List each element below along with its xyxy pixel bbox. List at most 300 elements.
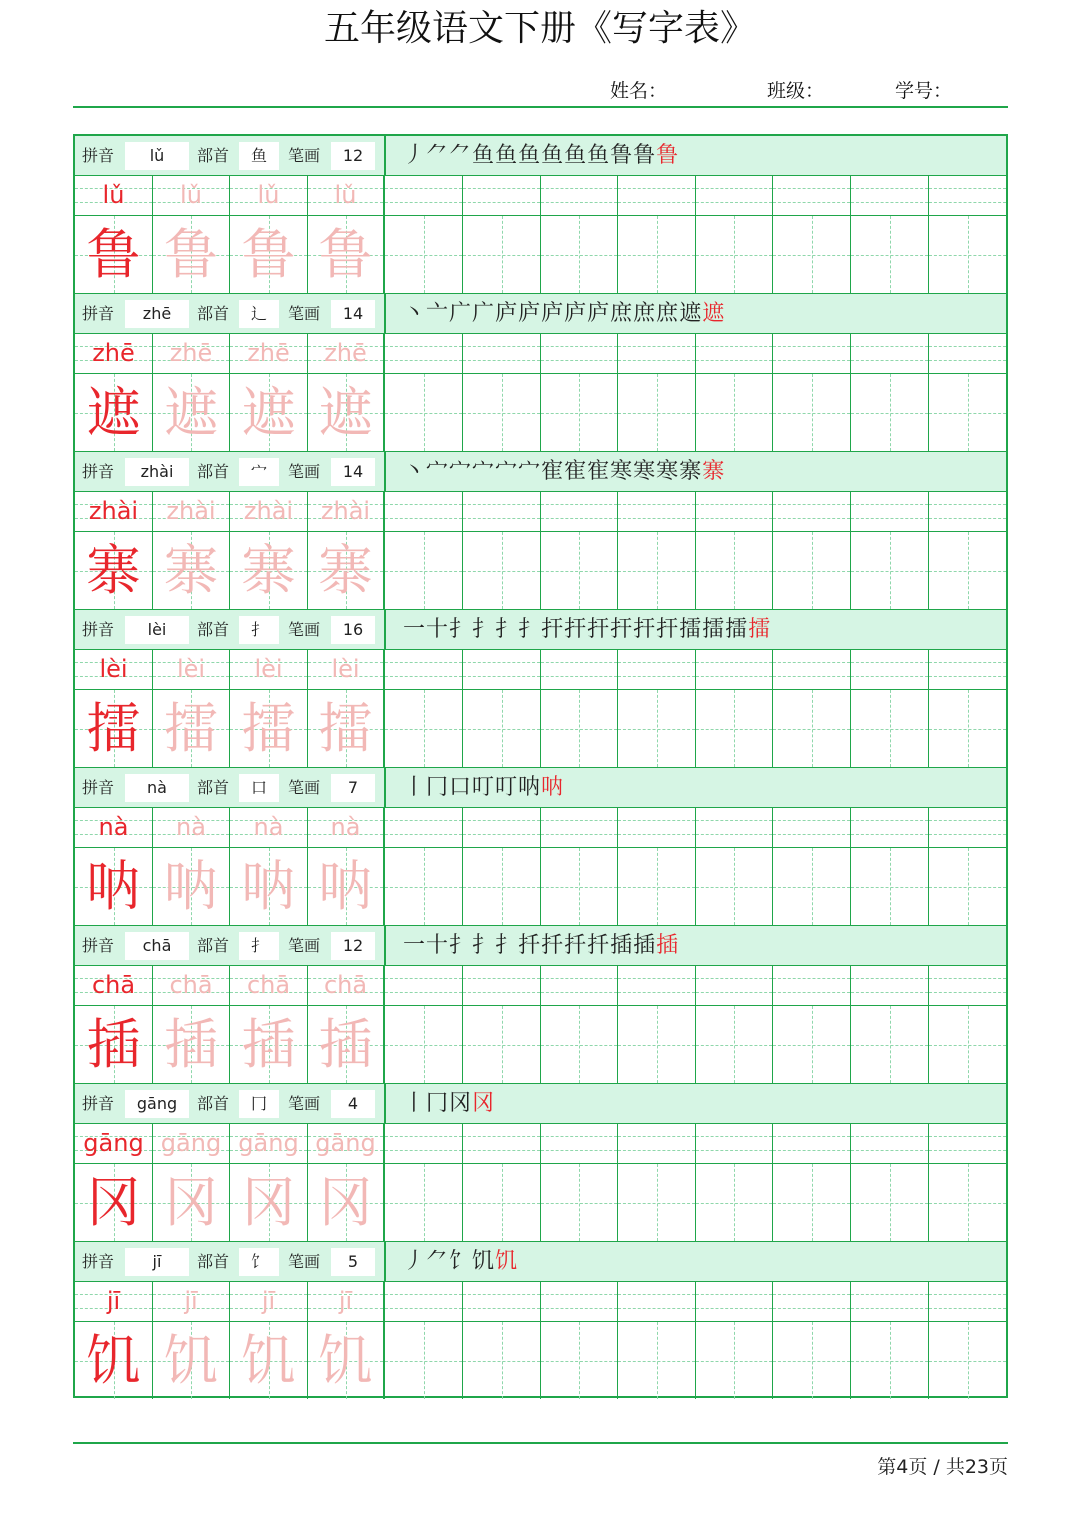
hanzi-trace: 遮: [164, 381, 218, 444]
pinyin-practice-row: [75, 966, 1006, 1006]
practice-cell[interactable]: [696, 374, 773, 451]
hanzi-model-cell: [230, 532, 308, 609]
practice-cell[interactable]: [618, 1006, 696, 1083]
practice-cell[interactable]: [618, 216, 696, 293]
char-info-row: [75, 1084, 1006, 1124]
stroke-step: ⺈: [449, 143, 473, 168]
practice-cell[interactable]: [773, 690, 851, 767]
practice-cell[interactable]: [385, 532, 463, 609]
stroke-step: 丿: [403, 143, 427, 168]
practice-cell[interactable]: [463, 690, 541, 767]
pinyin-model-cell: [230, 1124, 308, 1163]
hanzi-trace: 插: [241, 1013, 296, 1076]
practice-cell[interactable]: [463, 492, 541, 531]
practice-cell[interactable]: [773, 1124, 851, 1163]
stroke-step: 呐: [518, 775, 542, 800]
practice-cell[interactable]: [385, 1322, 463, 1399]
hanzi-trace: 呐: [318, 855, 373, 918]
stroke-step: 口: [449, 775, 473, 800]
char-info-row: [75, 1242, 1006, 1282]
stroke-step: 十: [426, 933, 450, 958]
stroke-step: 丨: [403, 1091, 427, 1116]
practice-cell[interactable]: [773, 216, 851, 293]
stroke-step: 扦: [587, 933, 611, 958]
stroke-step: 扞: [633, 617, 657, 642]
practice-cell[interactable]: [773, 1006, 851, 1083]
pinyin-trace: lǔ: [180, 181, 202, 209]
practice-cell[interactable]: [773, 492, 851, 531]
practice-cell[interactable]: [541, 334, 618, 373]
practice-cell[interactable]: [696, 492, 773, 531]
hanzi-model: 寨: [86, 539, 141, 602]
practice-cell[interactable]: [929, 1322, 1006, 1399]
practice-cell[interactable]: [851, 848, 929, 925]
pinyin-model-cell: [75, 334, 153, 373]
pinyin-practice-row: [75, 492, 1006, 532]
stroke-count: 16: [331, 616, 375, 644]
info-separator: [384, 1084, 386, 1124]
info-separator: [384, 610, 386, 650]
hanzi-model-cell: [153, 374, 230, 451]
practice-cell[interactable]: [463, 848, 541, 925]
page-number: 第4页 / 共23页: [877, 1456, 1008, 1478]
pinyin-value: lǔ: [125, 142, 189, 170]
hanzi-trace: 冈: [164, 1171, 218, 1234]
hanzi-model: 插: [86, 1013, 141, 1076]
practice-cell[interactable]: [851, 966, 929, 1005]
practice-cell[interactable]: [541, 1006, 618, 1083]
radical-value: 鱼: [239, 142, 279, 170]
pinyin-trace: zhài: [243, 497, 294, 525]
char-info-row: [75, 926, 1006, 966]
practice-cell[interactable]: [618, 848, 696, 925]
strokes-label: 笔画: [288, 620, 321, 639]
practice-cell[interactable]: [463, 1322, 541, 1399]
practice-cell[interactable]: [618, 966, 696, 1005]
pinyin-model-cell: [75, 808, 153, 847]
stroke-step: 擂: [748, 617, 772, 642]
pinyin-model-cell: [153, 176, 230, 215]
practice-cell[interactable]: [696, 334, 773, 373]
practice-cell[interactable]: [541, 650, 618, 689]
pinyin-practice-row: [75, 1124, 1006, 1164]
pinyin-model-cell: [153, 1124, 230, 1163]
practice-cell[interactable]: [773, 334, 851, 373]
stroke-step: 饥: [495, 1249, 519, 1274]
practice-cell[interactable]: [773, 1164, 851, 1241]
practice-cell[interactable]: [463, 216, 541, 293]
stroke-step: 宀: [518, 459, 542, 484]
hanzi-model-cell: [230, 216, 308, 293]
stroke-step: 庐: [587, 301, 611, 326]
practice-cell[interactable]: [618, 374, 696, 451]
practice-cell[interactable]: [618, 532, 696, 609]
pinyin-label: 拼音: [82, 620, 115, 639]
practice-cell[interactable]: [618, 492, 696, 531]
practice-cell[interactable]: [696, 532, 773, 609]
practice-cell[interactable]: [773, 966, 851, 1005]
stroke-step: 扞: [564, 617, 588, 642]
practice-cell[interactable]: [696, 216, 773, 293]
practice-cell[interactable]: [696, 690, 773, 767]
practice-cell[interactable]: [696, 808, 773, 847]
practice-cell[interactable]: [773, 176, 851, 215]
pinyin-trace: jī: [261, 1287, 276, 1315]
strokes-label: 笔画: [288, 1094, 321, 1113]
stroke-step: 宀: [495, 459, 519, 484]
practice-cell[interactable]: [696, 1282, 773, 1321]
practice-cell[interactable]: [541, 690, 618, 767]
practice-cell[interactable]: [463, 650, 541, 689]
practice-cell[interactable]: [851, 1006, 929, 1083]
practice-cell[interactable]: [618, 690, 696, 767]
pinyin-label: 拼音: [82, 1252, 115, 1271]
practice-cell[interactable]: [696, 650, 773, 689]
hanzi-trace: 寨: [241, 539, 296, 602]
practice-cell[interactable]: [618, 176, 696, 215]
practice-cell[interactable]: [618, 1282, 696, 1321]
pinyin-value: zhē: [125, 300, 189, 328]
hanzi-trace: 饥: [241, 1329, 296, 1392]
practice-cell[interactable]: [929, 492, 1006, 531]
hanzi-model-cell: [308, 1164, 385, 1241]
practice-cell[interactable]: [385, 966, 463, 1005]
practice-cell[interactable]: [929, 1006, 1006, 1083]
pinyin-model: zhài: [88, 497, 139, 525]
hanzi-trace: 插: [164, 1013, 218, 1076]
practice-cell[interactable]: [463, 176, 541, 215]
practice-cell[interactable]: [618, 650, 696, 689]
hanzi-model-cell: [153, 690, 230, 767]
stroke-step: 鱼: [587, 143, 611, 168]
practice-cell[interactable]: [773, 374, 851, 451]
hanzi-practice-row: [75, 1006, 1006, 1084]
practice-cell[interactable]: [385, 1006, 463, 1083]
stroke-order: [403, 294, 725, 334]
practice-cell[interactable]: [618, 1124, 696, 1163]
practice-cell[interactable]: [618, 1322, 696, 1399]
hanzi-trace: 鲁: [164, 223, 218, 286]
practice-cell[interactable]: [929, 650, 1006, 689]
practice-cell[interactable]: [541, 966, 618, 1005]
pinyin-trace: zhē: [324, 339, 367, 367]
stroke-step: 扌: [472, 617, 496, 642]
stroke-step: 扞: [587, 617, 611, 642]
practice-cell[interactable]: [851, 1282, 929, 1321]
radical-label: 部首: [197, 936, 230, 955]
practice-cell[interactable]: [541, 1164, 618, 1241]
stroke-step: 丿: [403, 1249, 427, 1274]
stroke-step: 宀: [472, 459, 496, 484]
char-info-row: [75, 294, 1006, 334]
practice-cell[interactable]: [851, 1124, 929, 1163]
practice-cell[interactable]: [463, 1282, 541, 1321]
practice-cell[interactable]: [773, 1282, 851, 1321]
stroke-step: 宀: [426, 459, 450, 484]
practice-cell[interactable]: [463, 334, 541, 373]
stroke-step: 扌: [518, 617, 542, 642]
practice-cell[interactable]: [541, 374, 618, 451]
stroke-count: 14: [331, 458, 375, 486]
stroke-step: 广: [449, 301, 473, 326]
stroke-step: 扌: [495, 617, 519, 642]
practice-cell[interactable]: [541, 808, 618, 847]
practice-cell[interactable]: [541, 492, 618, 531]
pinyin-model-cell: [230, 650, 308, 689]
hanzi-model-cell: [230, 848, 308, 925]
practice-cell[interactable]: [385, 1124, 463, 1163]
hanzi-model-cell: [308, 532, 385, 609]
stroke-order: [403, 1242, 518, 1282]
pinyin-trace: lǔ: [334, 181, 357, 209]
stroke-step: 扌: [449, 617, 473, 642]
info-separator: [384, 926, 386, 966]
practice-cell[interactable]: [385, 492, 463, 531]
name-field-label: 姓名：: [610, 80, 668, 102]
practice-cell[interactable]: [463, 1164, 541, 1241]
pinyin-trace: zhē: [169, 339, 213, 367]
char-info-row: [75, 136, 1006, 176]
stroke-step: 庶: [656, 301, 680, 326]
practice-cell[interactable]: [385, 334, 463, 373]
practice-cell[interactable]: [696, 1322, 773, 1399]
practice-cell[interactable]: [541, 1282, 618, 1321]
stroke-step: 扞: [541, 617, 565, 642]
stroke-count: 4: [331, 1090, 375, 1118]
hanzi-model: 擂: [86, 697, 141, 760]
char-info-row: [75, 610, 1006, 650]
pinyin-trace: lèi: [176, 655, 206, 683]
practice-cell[interactable]: [463, 808, 541, 847]
practice-cell[interactable]: [929, 1282, 1006, 1321]
pinyin-model-cell: [308, 966, 385, 1005]
stroke-step: 庶: [610, 301, 634, 326]
practice-cell[interactable]: [463, 966, 541, 1005]
pinyin-label: 拼音: [82, 778, 115, 797]
practice-cell[interactable]: [463, 374, 541, 451]
practice-cell[interactable]: [929, 848, 1006, 925]
pinyin-label: 拼音: [82, 462, 115, 481]
stroke-step: 丶: [403, 301, 427, 326]
hanzi-practice-row: [75, 848, 1006, 926]
stroke-step: 冈: [449, 1091, 473, 1116]
pinyin-label: 拼音: [82, 936, 115, 955]
number-field-label: 学号：: [895, 80, 953, 102]
practice-cell[interactable]: [463, 1124, 541, 1163]
radical-label: 部首: [197, 1094, 230, 1113]
practice-cell[interactable]: [929, 690, 1006, 767]
hanzi-model: 饥: [86, 1329, 141, 1392]
pinyin-trace: chā: [323, 971, 368, 999]
practice-cell[interactable]: [385, 176, 463, 215]
hanzi-trace: 遮: [318, 381, 373, 444]
practice-cell[interactable]: [385, 1164, 463, 1241]
pinyin-model-cell: [308, 176, 385, 215]
practice-cell[interactable]: [851, 1322, 929, 1399]
practice-cell[interactable]: [851, 690, 929, 767]
info-separator: [384, 136, 386, 176]
stroke-step: 寉: [564, 459, 588, 484]
practice-cell[interactable]: [541, 216, 618, 293]
stroke-step: 呐: [541, 775, 565, 800]
practice-cell[interactable]: [696, 1124, 773, 1163]
practice-cell[interactable]: [929, 1124, 1006, 1163]
pinyin-model-cell: [308, 1124, 385, 1163]
hanzi-practice-row: [75, 1164, 1006, 1242]
stroke-step: ⺈: [426, 143, 450, 168]
stroke-step: 冈: [472, 1091, 496, 1116]
hanzi-model: 遮: [86, 381, 141, 444]
hanzi-model-cell: [230, 1322, 308, 1399]
radical-label: 部首: [197, 1252, 230, 1271]
char-block: [75, 294, 1006, 452]
practice-cell[interactable]: [696, 966, 773, 1005]
practice-cell[interactable]: [851, 650, 929, 689]
stroke-count: 12: [331, 932, 375, 960]
practice-cell[interactable]: [385, 848, 463, 925]
pinyin-model: gāng: [83, 1129, 144, 1157]
stroke-order: [403, 768, 564, 808]
stroke-step: 扌: [495, 933, 519, 958]
hanzi-model-cell: [230, 374, 308, 451]
stroke-step: 饥: [472, 1249, 496, 1274]
practice-cell[interactable]: [929, 808, 1006, 847]
stroke-step: 一: [403, 617, 427, 642]
practice-cell[interactable]: [851, 1164, 929, 1241]
practice-cell[interactable]: [929, 1164, 1006, 1241]
practice-cell[interactable]: [696, 1164, 773, 1241]
pinyin-model-cell: [308, 492, 385, 531]
header-divider: [73, 106, 1008, 108]
stroke-step: 遮: [702, 301, 726, 326]
hanzi-practice-row: [75, 374, 1006, 452]
practice-cell[interactable]: [851, 334, 929, 373]
practice-cell[interactable]: [385, 1282, 463, 1321]
hanzi-practice-row: [75, 216, 1006, 294]
strokes-label: 笔画: [288, 1252, 321, 1271]
stroke-step: 扞: [656, 617, 680, 642]
hanzi-model-cell: [308, 374, 385, 451]
practice-cell[interactable]: [851, 808, 929, 847]
stroke-step: 插: [633, 933, 657, 958]
hanzi-model: 冈: [86, 1171, 141, 1234]
practice-cell[interactable]: [929, 966, 1006, 1005]
stroke-step: 冂: [426, 1091, 450, 1116]
pinyin-trace: jī: [338, 1287, 353, 1315]
practice-cell[interactable]: [851, 374, 929, 451]
practice-cell[interactable]: [385, 374, 463, 451]
practice-cell[interactable]: [851, 176, 929, 215]
stroke-step: 鱼: [472, 143, 496, 168]
student-fields: [0, 76, 1080, 102]
hanzi-model-cell: [308, 848, 385, 925]
practice-cell[interactable]: [541, 176, 618, 215]
practice-cell[interactable]: [385, 216, 463, 293]
pinyin-model-cell: [230, 966, 308, 1005]
stroke-step: 寨: [679, 459, 703, 484]
stroke-step: 鱼: [518, 143, 542, 168]
practice-cell[interactable]: [541, 532, 618, 609]
pinyin-model: chā: [91, 971, 136, 999]
pinyin-model-cell: [75, 1124, 153, 1163]
radical-label: 部首: [197, 778, 230, 797]
pinyin-trace: zhài: [166, 497, 216, 525]
practice-cell[interactable]: [385, 690, 463, 767]
stroke-step: 擂: [725, 617, 749, 642]
practice-cell[interactable]: [851, 216, 929, 293]
pinyin-model: lǔ: [102, 181, 125, 209]
stroke-order: [403, 136, 679, 176]
practice-cell[interactable]: [773, 1322, 851, 1399]
stroke-step: 亠: [426, 301, 450, 326]
practice-cell[interactable]: [618, 1164, 696, 1241]
practice-cell[interactable]: [929, 216, 1006, 293]
pinyin-model-cell: [230, 176, 308, 215]
practice-cell[interactable]: [773, 848, 851, 925]
practice-cell[interactable]: [929, 374, 1006, 451]
stroke-step: 鲁: [633, 143, 657, 168]
pinyin-trace: zhài: [320, 497, 371, 525]
practice-cell[interactable]: [463, 532, 541, 609]
hanzi-model-cell: [75, 1322, 153, 1399]
practice-cell[interactable]: [385, 650, 463, 689]
stroke-step: 叮: [472, 775, 496, 800]
practice-cell[interactable]: [541, 1322, 618, 1399]
practice-cell[interactable]: [851, 532, 929, 609]
practice-cell[interactable]: [618, 808, 696, 847]
practice-cell[interactable]: [773, 808, 851, 847]
pinyin-model: zhē: [92, 339, 135, 367]
practice-cell[interactable]: [541, 848, 618, 925]
pinyin-model-cell: [153, 808, 230, 847]
stroke-count: 7: [331, 774, 375, 802]
hanzi-model-cell: [75, 216, 153, 293]
stroke-step: 扦: [564, 933, 588, 958]
pinyin-practice-row: [75, 334, 1006, 374]
hanzi-practice-row: [75, 1322, 1006, 1400]
strokes-label: 笔画: [288, 936, 321, 955]
hanzi-model-cell: [230, 1164, 308, 1241]
practice-cell[interactable]: [463, 1006, 541, 1083]
stroke-step: ⺈: [426, 1249, 450, 1274]
pinyin-model: nà: [98, 813, 129, 841]
practice-cell[interactable]: [541, 1124, 618, 1163]
hanzi-trace: 呐: [164, 855, 218, 918]
hanzi-model-cell: [153, 1006, 230, 1083]
practice-cell[interactable]: [773, 650, 851, 689]
practice-cell[interactable]: [773, 532, 851, 609]
pinyin-trace: chā: [169, 971, 213, 999]
stroke-step: 宀: [449, 459, 473, 484]
hanzi-model-cell: [308, 1006, 385, 1083]
practice-cell[interactable]: [929, 176, 1006, 215]
practice-cell[interactable]: [385, 808, 463, 847]
hanzi-trace: 冈: [318, 1171, 373, 1234]
hanzi-model-cell: [153, 532, 230, 609]
stroke-step: 插: [610, 933, 634, 958]
practice-cell[interactable]: [851, 492, 929, 531]
practice-cell[interactable]: [696, 176, 773, 215]
practice-cell[interactable]: [618, 334, 696, 373]
pinyin-label: 拼音: [82, 304, 115, 323]
practice-cell[interactable]: [696, 1006, 773, 1083]
pinyin-model: lèi: [99, 655, 128, 683]
practice-cell[interactable]: [696, 848, 773, 925]
pinyin-practice-row: [75, 176, 1006, 216]
stroke-step: 擂: [702, 617, 726, 642]
practice-cell[interactable]: [929, 334, 1006, 373]
practice-cell[interactable]: [929, 532, 1006, 609]
